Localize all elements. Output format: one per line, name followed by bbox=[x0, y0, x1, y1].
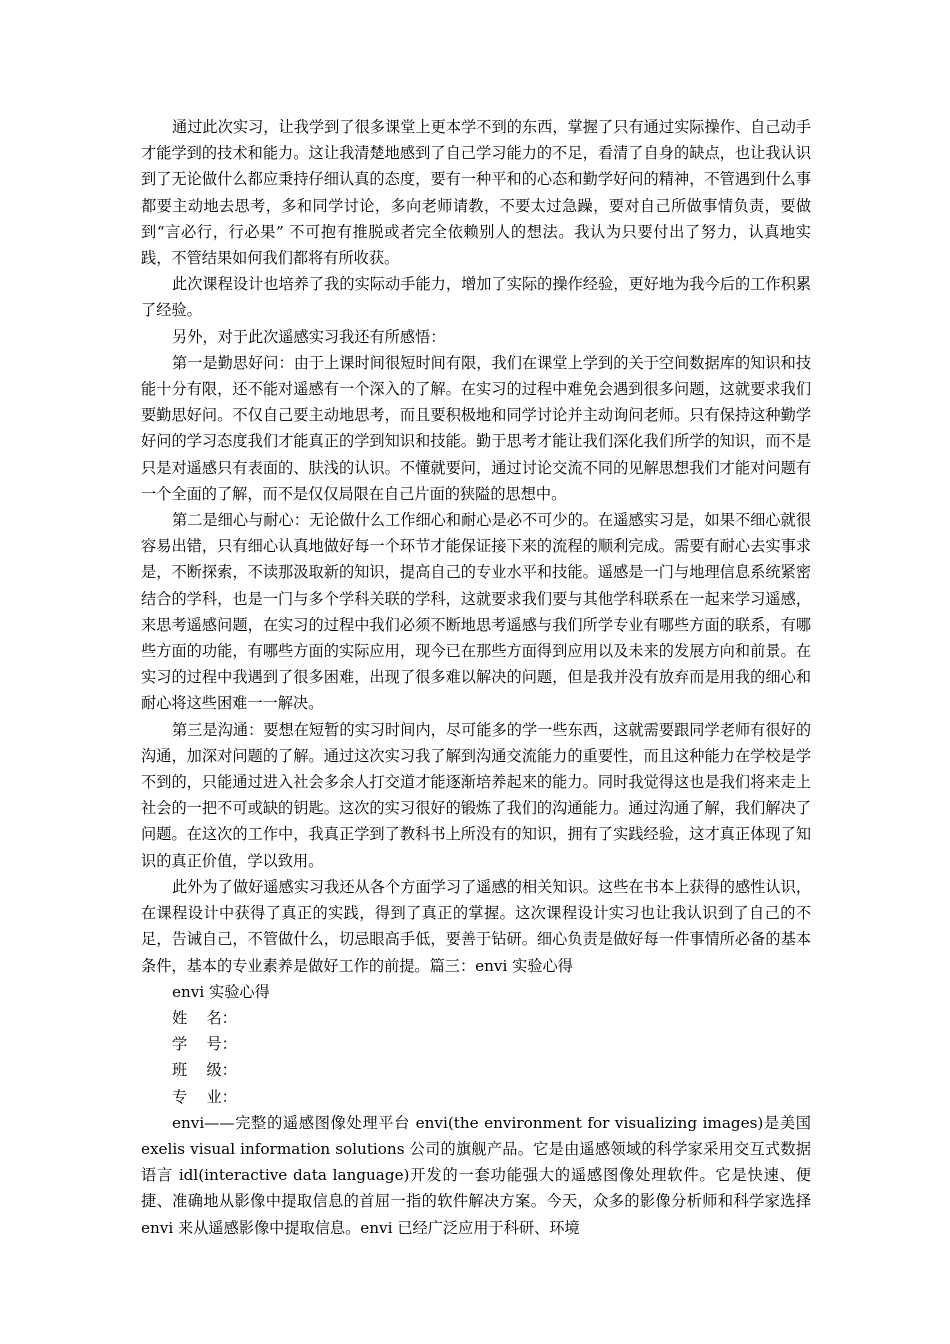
section-subtitle: envi 实验心得 bbox=[172, 982, 270, 1001]
paragraph-practical-skill: 此次课程设计也培养了我的实际动手能力，增加了实际的操作经验，更好地为我今后的工作积累了经验。 bbox=[141, 275, 811, 320]
paragraph-insights-intro: 另外，对于此次遥感实习我还有所感悟： bbox=[172, 327, 446, 346]
field-name bbox=[141, 1005, 811, 1031]
field-label: 班 级： bbox=[172, 1061, 237, 1080]
field-label: 专 业： bbox=[172, 1087, 237, 1106]
field-student-id bbox=[141, 1031, 811, 1057]
paragraph-envi-intro: envi——完整的遥感图像处理平台 envi(the environment for visualizing images)是美国 exelis visual information solutions 公司的旗舰产品。它是由遥感领域的科学家采用交互式数据语言 idl(interactive data language)开发的一套功能强大的遥感图像处理软件。它是快速、便捷、准确地从影像中提取信息的首屈一指的软件解决方案。今天，众多的影像分析师和科学家选择 envi 来从遥感影像中提取信息。envi 已经广泛应用于科研、环境 bbox=[141, 1113, 816, 1237]
paragraph-summary: 通过此次实习，让我学到了很多课堂上更本学不到的东西，掌握了只有通过实际操作、自己动手才能学到的技术和能力。这让我清楚地感到了自己学习能力的不足，看清了自身的缺点，也让我认识到了无论做什么都应秉持仔细认真的态度，要有一种平和的心态和勤学好问的精神，不管遇到什么事都要主动地去思考，多和同学讨论，多向老师请教，不要太过急躁，要对自己所做事情负责，要做到“言必行，行必果” 不可抱有推脱或者完全依赖别人的想法。我认为只要付出了努力，认真地实践，不管结果如何我们都将有所收获。 bbox=[141, 118, 811, 268]
field-class bbox=[141, 1057, 811, 1083]
field-label: 学 号： bbox=[172, 1035, 237, 1054]
paragraph-insight-1: 第一是勤思好问：由于上课时间很短时间有限，我们在课堂上学到的关于空间数据库的知识和技能十分有限，还不能对遥感有一个深入的了解。在实习的过程中难免会遇到很多问题，这就要求我们要勤思好问。不仅自己要主动地思考，而且要积极地和同学讨论并主动询问老师。只有保持这种勤学好问的学习态度我们才能真正的学到知识和技能。勤于思考才能让我们深化我们所学的知识，而不是只是对遥感只有表面的、肤浅的认识。不懂就要问，通过讨论交流不同的见解思想我们才能对问题有一个全面的了解，而不是仅仅局限在自己片面的狭隘的思想中。 bbox=[141, 353, 811, 503]
field-major bbox=[141, 1084, 811, 1110]
document-page bbox=[141, 114, 816, 1241]
paragraph-insight-2: 第二是细心与耐心：无论做什么工作细心和耐心是必不可少的。在遥感实习是，如果不细心就很容易出错，只有细心认真地做好每一个环节才能保证接下来的流程的顺利完成。需要有耐心去实事求是，不断探索，不读那汲取新的知识，提高自己的专业水平和技能。遥感是一门与地理信息系统紧密结合的学科，也是一门与多个学科关联的学科，这就要求我们要与其他学科联系在一起来学习遥感，来思考遥感问题，在实习的过程中我们必须不断地思考遥感与我们所学专业有哪些方面的联系，有哪些方面的功能，有哪些方面的实际应用，现今已在那些方面得到应用以及未来的发展方向和前景。在实习的过程中我遇到了很多困难，出现了很多难以解决的问题，但是我并没有放弃而是用我的细心和耐心将这些困难一一解决。 bbox=[141, 511, 811, 713]
paragraph-insight-3: 第三是沟通：要想在短暂的实习时间内，尽可能多的学一些东西，这就需要跟同学老师有很好的沟通，加深对问题的了解。通过这次实习我了解到沟通交流能力的重要性，而且这种能力在学校是学不到的，只能通过进入社会多余人打交道才能逐渐培养起来的能力。同时我觉得这也是我们将来走上社会的一把不可或缺的钥匙。这次的实习很好的锻炼了我们的沟通能力。通过沟通了解，我们解决了问题。在这次的工作中，我真正学到了教科书上所没有的知识，拥有了实践经验，这才真正体现了知识的真正价值，学以致用。 bbox=[141, 720, 811, 870]
field-label: 姓 名： bbox=[172, 1008, 237, 1027]
paragraph-conclusion: 此外为了做好遥感实习我还从各个方面学习了遥感的相关知识。这些在书本上获得的感性认识，在课程设计中获得了真正的实践，得到了真正的掌握。这次课程设计实习也让我认识到了自己的不足，告诫自己，不管做什么，切忌眼高手低，要善于钻研。细心负责是做好每一件事情所必备的基本条件，基本的专业素养是做好工作的前提。篇三：envi 实验心得 bbox=[141, 877, 811, 975]
